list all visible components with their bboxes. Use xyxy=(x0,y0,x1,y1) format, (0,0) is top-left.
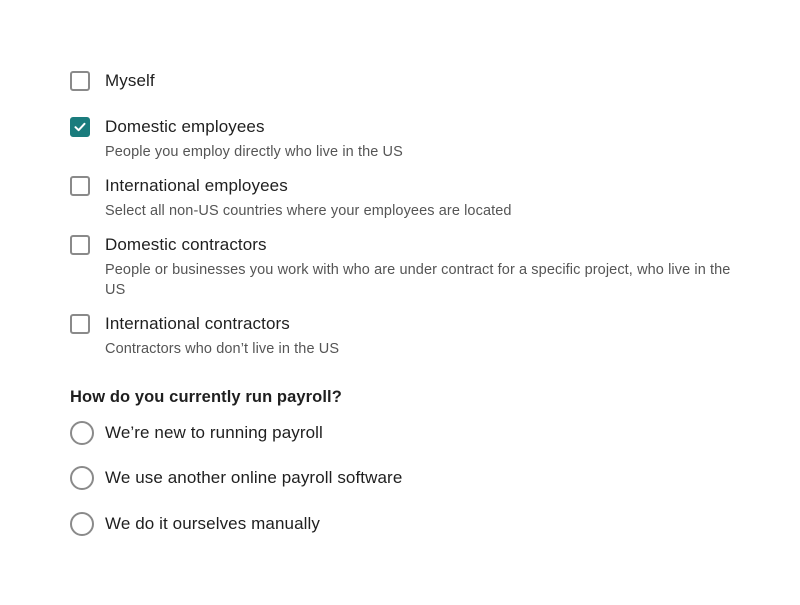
international-contractors-checkbox[interactable] xyxy=(70,314,90,334)
radio-option-manually[interactable] xyxy=(70,513,320,536)
option-international-employees[interactable] xyxy=(70,175,745,221)
international-contractors-label: International contractors xyxy=(105,314,290,333)
manually-label: We do it ourselves manually xyxy=(105,514,320,533)
other-software-radio[interactable] xyxy=(70,466,94,490)
option-myself[interactable] xyxy=(70,70,155,92)
domestic-contractors-text xyxy=(105,234,745,300)
domestic-employees-checkbox[interactable] xyxy=(70,117,90,137)
new-to-payroll-radio[interactable] xyxy=(70,421,94,445)
international-employees-checkbox[interactable] xyxy=(70,176,90,196)
international-employees-label: International employees xyxy=(105,176,288,195)
other-software-label: We use another online payroll software xyxy=(105,468,403,487)
myself-label: Myself xyxy=(105,71,155,90)
myself-text xyxy=(105,70,155,92)
international-contractors-text xyxy=(105,313,745,359)
check-icon xyxy=(73,120,87,134)
radio-option-new-to-payroll[interactable] xyxy=(70,422,323,445)
domestic-contractors-label: Domestic contractors xyxy=(105,235,267,254)
domestic-employees-description: People you employ directly who live in the US xyxy=(105,144,403,160)
new-to-payroll-text xyxy=(105,422,323,444)
option-international-contractors[interactable] xyxy=(70,313,745,359)
option-domestic-contractors[interactable] xyxy=(70,234,745,300)
domestic-employees-label: Domestic employees xyxy=(105,117,265,136)
domestic-contractors-description: People or businesses you work with who are under contract for a specific project, who live in the US xyxy=(105,262,731,298)
myself-checkbox[interactable] xyxy=(70,71,90,91)
domestic-contractors-checkbox[interactable] xyxy=(70,235,90,255)
payroll-question-title: How do you currently run payroll? xyxy=(70,388,342,406)
international-employees-description: Select all non-US countries where your employees are located xyxy=(105,203,512,219)
manually-text xyxy=(105,513,320,535)
manually-radio[interactable] xyxy=(70,512,94,536)
other-software-text xyxy=(105,467,402,489)
new-to-payroll-label: We’re new to running payroll xyxy=(105,423,323,442)
international-employees-text xyxy=(105,175,745,221)
option-domestic-employees[interactable] xyxy=(70,116,745,162)
international-contractors-description: Contractors who don’t live in the US xyxy=(105,341,340,357)
domestic-employees-text xyxy=(105,116,745,162)
radio-option-other-software[interactable] xyxy=(70,467,402,490)
